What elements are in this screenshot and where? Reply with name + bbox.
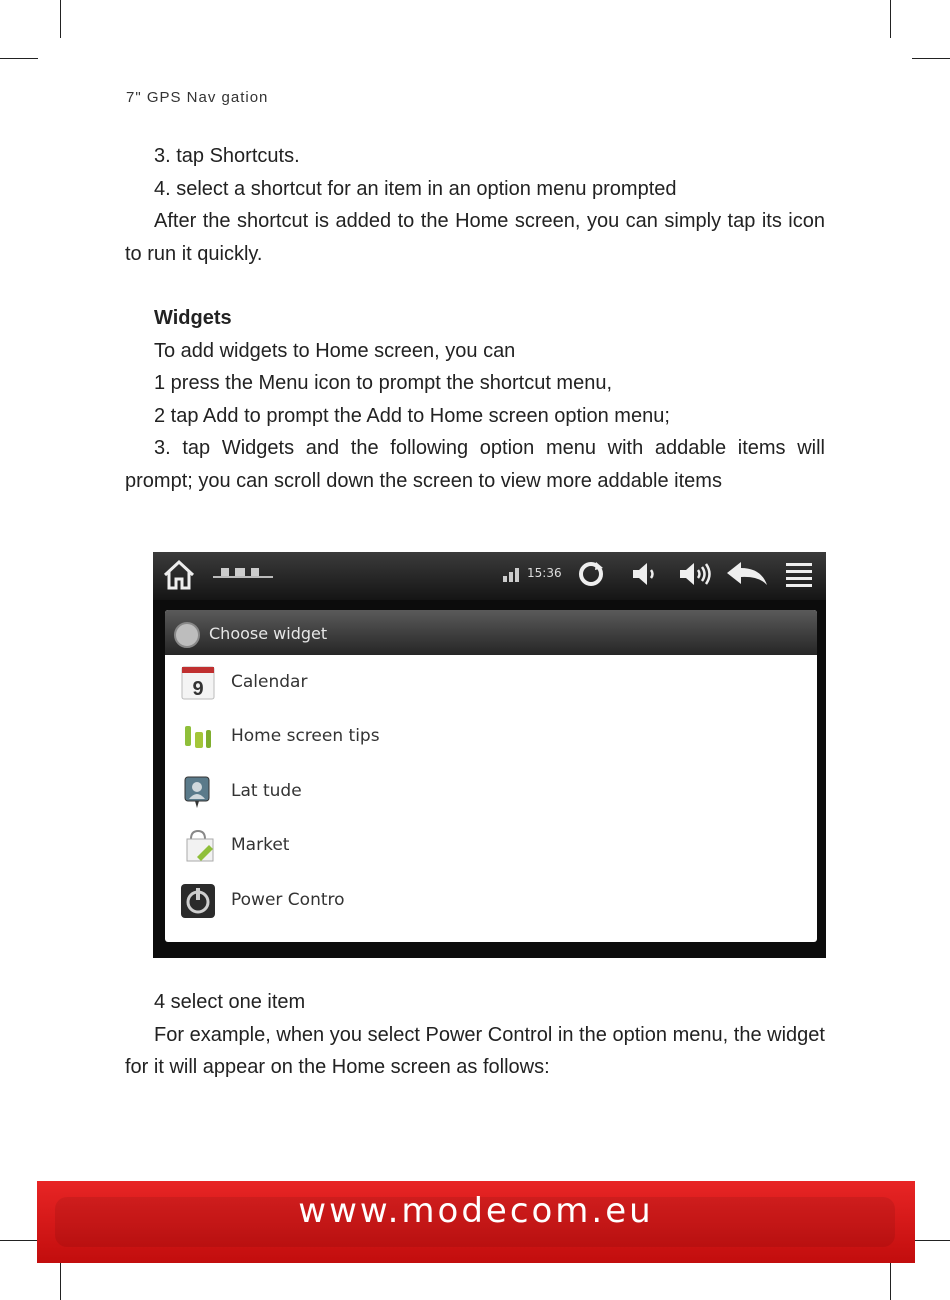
- shortcut-added-note: After the shortcut is added to the Home screen, you can simply tap its icon to run it quickly.: [125, 210, 825, 265]
- home-icon[interactable]: [161, 559, 197, 593]
- crop-mark-top-right-v: [890, 0, 891, 38]
- footer-url[interactable]: www.modecom.eu: [298, 1191, 654, 1231]
- crop-mark-top-right-h: [912, 58, 950, 59]
- device-screenshot: [153, 552, 826, 958]
- volume-up-icon[interactable]: [675, 559, 715, 593]
- volume-down-icon[interactable]: [627, 559, 663, 593]
- notification-icons: [211, 564, 281, 584]
- dialog-title-bar: [165, 610, 817, 655]
- power-control-example: For example, when you select Power Control in the option menu, the widget for it will appear on the Home screen as follows:: [125, 1023, 825, 1078]
- widget-label: Lat tude: [231, 781, 302, 801]
- running-header: 7" GPS Nav gation: [126, 89, 269, 106]
- widgets-step-3: 3. tap Widgets and the following option menu with addable items will prompt; you can scroll down the screen to view more addable items: [125, 437, 825, 492]
- widget-item-home-screen-tips[interactable]: [165, 710, 817, 764]
- choose-widget-dialog: [165, 610, 817, 942]
- dialog-title: Choose widget: [209, 624, 328, 643]
- crop-mark-top-left-h: [0, 58, 38, 59]
- widget-label: Market: [231, 835, 290, 855]
- widgets-heading: Widgets: [154, 307, 232, 329]
- status-time: 15:36: [527, 566, 562, 580]
- power-control-icon: [179, 882, 217, 920]
- market-icon: [179, 827, 217, 865]
- intro-text: [125, 140, 825, 497]
- widget-item-latitude[interactable]: [165, 765, 817, 819]
- menu-icon[interactable]: [781, 559, 817, 593]
- status-bar: [153, 552, 826, 600]
- widget-item-calendar[interactable]: [165, 656, 817, 710]
- widgets-step-1: 1 press the Menu icon to prompt the shortcut menu,: [154, 372, 613, 394]
- widget-item-market[interactable]: [165, 819, 817, 873]
- crop-mark-bottom-right-v: [890, 1262, 891, 1300]
- latitude-icon: [179, 773, 217, 811]
- widget-dialog-icon: [174, 622, 200, 648]
- widget-label: Calendar: [231, 672, 308, 692]
- widgets-step-2: 2 tap Add to prompt the Add to Home screen option menu;: [154, 404, 670, 427]
- android-tips-icon: [179, 718, 217, 756]
- signal-icon: [503, 566, 523, 582]
- calendar-day: 9: [192, 678, 204, 700]
- widget-label: Home screen tips: [231, 726, 380, 746]
- widget-label: Power Contro: [231, 890, 345, 910]
- widgets-intro: To add widgets to Home screen, you can: [154, 339, 516, 362]
- calendar-icon: [179, 664, 217, 702]
- widget-item-power-control[interactable]: [165, 874, 817, 928]
- crop-mark-top-left-v: [60, 0, 61, 38]
- step-4-select-item: 4 select one item: [154, 991, 306, 1013]
- crop-mark-bottom-left-v: [60, 1262, 61, 1300]
- footer-banner: [37, 1181, 915, 1263]
- closing-text: [125, 986, 825, 1084]
- crop-mark-bottom-left-h: [0, 1240, 38, 1241]
- sync-icon[interactable]: [573, 559, 609, 593]
- step-3-shortcuts: 3. tap Shortcuts.: [154, 145, 300, 167]
- back-icon[interactable]: [725, 559, 771, 593]
- crop-mark-bottom-right-h: [912, 1240, 950, 1241]
- step-4-select-shortcut: 4. select a shortcut for an item in an option menu prompted: [154, 177, 677, 200]
